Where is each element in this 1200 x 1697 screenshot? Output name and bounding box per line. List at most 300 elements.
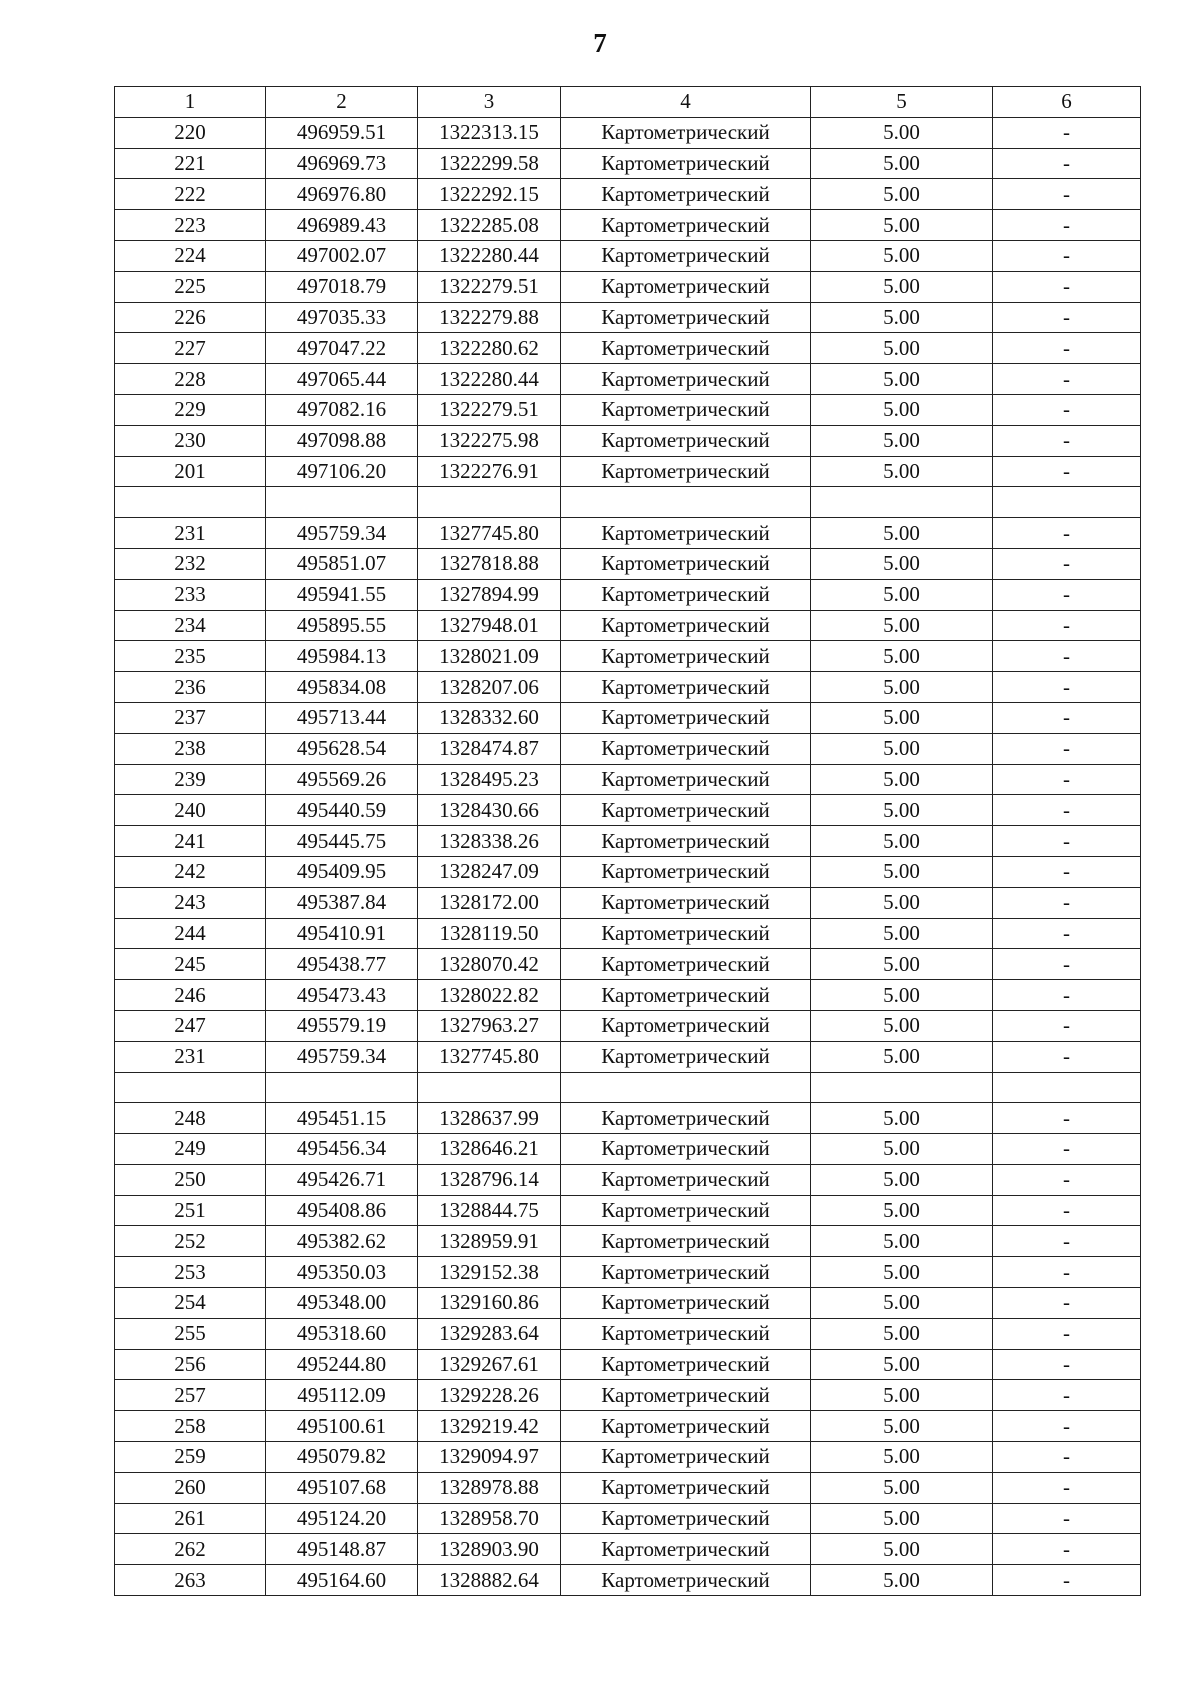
description-cell — [993, 487, 1141, 518]
method-cell: Картометрический — [561, 856, 811, 887]
point-number-cell: 235 — [115, 641, 266, 672]
y-coordinate-cell: 1328022.82 — [418, 980, 561, 1011]
point-number-cell: 252 — [115, 1226, 266, 1257]
table-row — [115, 980, 1141, 1011]
table-row — [115, 271, 1141, 302]
table-row — [115, 364, 1141, 395]
table-row — [115, 1134, 1141, 1165]
description-cell: - — [993, 918, 1141, 949]
accuracy-cell: 5.00 — [811, 764, 993, 795]
table-row — [115, 1072, 1141, 1103]
accuracy-cell: 5.00 — [811, 240, 993, 271]
table-row — [115, 1010, 1141, 1041]
method-cell: Картометрический — [561, 887, 811, 918]
description-cell: - — [993, 1442, 1141, 1473]
point-number-cell: 263 — [115, 1565, 266, 1596]
table-row — [115, 641, 1141, 672]
y-coordinate-cell: 1328958.70 — [418, 1503, 561, 1534]
method-cell: Картометрический — [561, 702, 811, 733]
method-cell: Картометрический — [561, 117, 811, 148]
description-cell: - — [993, 579, 1141, 610]
description-cell: - — [993, 1103, 1141, 1134]
description-cell: - — [993, 148, 1141, 179]
accuracy-cell: 5.00 — [811, 271, 993, 302]
description-cell: - — [993, 518, 1141, 549]
x-coordinate-cell: 495426.71 — [266, 1164, 418, 1195]
column-header-3: 3 — [418, 87, 561, 118]
method-cell: Картометрический — [561, 1472, 811, 1503]
table-row — [115, 148, 1141, 179]
y-coordinate-cell: 1322279.51 — [418, 394, 561, 425]
method-cell: Картометрический — [561, 1257, 811, 1288]
accuracy-cell: 5.00 — [811, 333, 993, 364]
description-cell: - — [993, 240, 1141, 271]
point-number-cell: 201 — [115, 456, 266, 487]
y-coordinate-cell: 1322292.15 — [418, 179, 561, 210]
y-coordinate-cell: 1328207.06 — [418, 672, 561, 703]
description-cell: - — [993, 1195, 1141, 1226]
point-number-cell: 251 — [115, 1195, 266, 1226]
description-cell: - — [993, 764, 1141, 795]
accuracy-cell: 5.00 — [811, 610, 993, 641]
point-number-cell: 243 — [115, 887, 266, 918]
point-number-cell: 232 — [115, 548, 266, 579]
y-coordinate-cell: 1328844.75 — [418, 1195, 561, 1226]
table-row — [115, 918, 1141, 949]
x-coordinate-cell: 495628.54 — [266, 733, 418, 764]
method-cell: Картометрический — [561, 1103, 811, 1134]
description-cell: - — [993, 733, 1141, 764]
method-cell: Картометрический — [561, 610, 811, 641]
method-cell: Картометрический — [561, 826, 811, 857]
accuracy-cell: 5.00 — [811, 918, 993, 949]
point-number-cell: 237 — [115, 702, 266, 733]
column-header-2: 2 — [266, 87, 418, 118]
method-cell: Картометрический — [561, 518, 811, 549]
table-header-row — [115, 87, 1141, 118]
point-number-cell: 229 — [115, 394, 266, 425]
y-coordinate-cell: 1328021.09 — [418, 641, 561, 672]
description-cell: - — [993, 271, 1141, 302]
x-coordinate-cell: 495408.86 — [266, 1195, 418, 1226]
method-cell: Картометрический — [561, 240, 811, 271]
point-number-cell: 248 — [115, 1103, 266, 1134]
description-cell: - — [993, 333, 1141, 364]
x-coordinate-cell: 497035.33 — [266, 302, 418, 333]
column-header-4: 4 — [561, 87, 811, 118]
y-coordinate-cell: 1328070.42 — [418, 949, 561, 980]
x-coordinate-cell: 495112.09 — [266, 1380, 418, 1411]
table-row — [115, 795, 1141, 826]
description-cell: - — [993, 1565, 1141, 1596]
y-coordinate-cell: 1327948.01 — [418, 610, 561, 641]
point-number-cell: 245 — [115, 949, 266, 980]
description-cell: - — [993, 1472, 1141, 1503]
y-coordinate-cell: 1329094.97 — [418, 1442, 561, 1473]
table-row — [115, 733, 1141, 764]
point-number-cell: 220 — [115, 117, 266, 148]
accuracy-cell: 5.00 — [811, 856, 993, 887]
accuracy-cell: 5.00 — [811, 1288, 993, 1319]
description-cell: - — [993, 394, 1141, 425]
method-cell: Картометрический — [561, 1318, 811, 1349]
method-cell: Картометрический — [561, 980, 811, 1011]
point-number-cell: 260 — [115, 1472, 266, 1503]
method-cell: Картометрический — [561, 579, 811, 610]
table-row — [115, 456, 1141, 487]
description-cell: - — [993, 210, 1141, 241]
table-row — [115, 117, 1141, 148]
accuracy-cell: 5.00 — [811, 210, 993, 241]
point-number-cell: 249 — [115, 1134, 266, 1165]
description-cell: - — [993, 1503, 1141, 1534]
point-number-cell: 242 — [115, 856, 266, 887]
point-number-cell: 236 — [115, 672, 266, 703]
method-cell: Картометрический — [561, 179, 811, 210]
table-row — [115, 1318, 1141, 1349]
table-row — [115, 702, 1141, 733]
method-cell: Картометрический — [561, 733, 811, 764]
accuracy-cell: 5.00 — [811, 1472, 993, 1503]
accuracy-cell: 5.00 — [811, 702, 993, 733]
x-coordinate-cell: 496969.73 — [266, 148, 418, 179]
x-coordinate-cell: 495941.55 — [266, 579, 418, 610]
method-cell: Картометрический — [561, 456, 811, 487]
y-coordinate-cell: 1329160.86 — [418, 1288, 561, 1319]
table-row — [115, 1257, 1141, 1288]
method-cell: Картометрический — [561, 148, 811, 179]
x-coordinate-cell: 496976.80 — [266, 179, 418, 210]
accuracy-cell: 5.00 — [811, 1134, 993, 1165]
x-coordinate-cell: 495851.07 — [266, 548, 418, 579]
table-row — [115, 1226, 1141, 1257]
description-cell: - — [993, 672, 1141, 703]
description-cell: - — [993, 456, 1141, 487]
point-number-cell: 247 — [115, 1010, 266, 1041]
x-coordinate-cell: 497106.20 — [266, 456, 418, 487]
x-coordinate-cell: 495834.08 — [266, 672, 418, 703]
y-coordinate-cell: 1322276.91 — [418, 456, 561, 487]
point-number-cell: 228 — [115, 364, 266, 395]
point-number-cell: 234 — [115, 610, 266, 641]
table-row — [115, 548, 1141, 579]
point-number-cell: 256 — [115, 1349, 266, 1380]
accuracy-cell: 5.00 — [811, 548, 993, 579]
table-row — [115, 179, 1141, 210]
y-coordinate-cell: 1322279.51 — [418, 271, 561, 302]
point-number-cell — [115, 487, 266, 518]
y-coordinate-cell: 1322280.62 — [418, 333, 561, 364]
y-coordinate-cell: 1329283.64 — [418, 1318, 561, 1349]
description-cell: - — [993, 702, 1141, 733]
method-cell: Картометрический — [561, 1226, 811, 1257]
method-cell: Картометрический — [561, 672, 811, 703]
table-row — [115, 826, 1141, 857]
method-cell: Картометрический — [561, 1380, 811, 1411]
y-coordinate-cell: 1328247.09 — [418, 856, 561, 887]
table-row — [115, 1164, 1141, 1195]
description-cell: - — [993, 548, 1141, 579]
x-coordinate-cell: 495451.15 — [266, 1103, 418, 1134]
x-coordinate-cell: 497082.16 — [266, 394, 418, 425]
y-coordinate-cell: 1322280.44 — [418, 364, 561, 395]
table-row — [115, 764, 1141, 795]
method-cell: Картометрический — [561, 210, 811, 241]
accuracy-cell: 5.00 — [811, 179, 993, 210]
method-cell: Картометрический — [561, 302, 811, 333]
x-coordinate-cell: 497002.07 — [266, 240, 418, 271]
x-coordinate-cell: 495244.80 — [266, 1349, 418, 1380]
point-number-cell — [115, 1072, 266, 1103]
accuracy-cell: 5.00 — [811, 1164, 993, 1195]
point-number-cell: 224 — [115, 240, 266, 271]
description-cell: - — [993, 179, 1141, 210]
accuracy-cell: 5.00 — [811, 1349, 993, 1380]
x-coordinate-cell: 495569.26 — [266, 764, 418, 795]
point-number-cell: 222 — [115, 179, 266, 210]
y-coordinate-cell: 1328978.88 — [418, 1472, 561, 1503]
point-number-cell: 221 — [115, 148, 266, 179]
method-cell: Картометрический — [561, 1041, 811, 1072]
y-coordinate-cell: 1322275.98 — [418, 425, 561, 456]
table-row — [115, 302, 1141, 333]
description-cell: - — [993, 1349, 1141, 1380]
accuracy-cell: 5.00 — [811, 1257, 993, 1288]
accuracy-cell: 5.00 — [811, 826, 993, 857]
column-header-1: 1 — [115, 87, 266, 118]
accuracy-cell: 5.00 — [811, 1503, 993, 1534]
method-cell: Картометрический — [561, 949, 811, 980]
point-number-cell: 223 — [115, 210, 266, 241]
point-number-cell: 226 — [115, 302, 266, 333]
x-coordinate-cell: 495410.91 — [266, 918, 418, 949]
x-coordinate-cell — [266, 487, 418, 518]
x-coordinate-cell: 497065.44 — [266, 364, 418, 395]
method-cell: Картометрический — [561, 425, 811, 456]
x-coordinate-cell: 495759.34 — [266, 1041, 418, 1072]
y-coordinate-cell: 1328338.26 — [418, 826, 561, 857]
accuracy-cell: 5.00 — [811, 1226, 993, 1257]
point-number-cell: 227 — [115, 333, 266, 364]
y-coordinate-cell: 1328959.91 — [418, 1226, 561, 1257]
y-coordinate-cell — [418, 1072, 561, 1103]
table-row — [115, 1103, 1141, 1134]
description-cell: - — [993, 1318, 1141, 1349]
x-coordinate-cell: 496959.51 — [266, 117, 418, 148]
method-cell: Картометрический — [561, 1134, 811, 1165]
y-coordinate-cell: 1327894.99 — [418, 579, 561, 610]
y-coordinate-cell: 1328172.00 — [418, 887, 561, 918]
x-coordinate-cell: 495382.62 — [266, 1226, 418, 1257]
y-coordinate-cell: 1328637.99 — [418, 1103, 561, 1134]
x-coordinate-cell: 495579.19 — [266, 1010, 418, 1041]
table-row — [115, 1411, 1141, 1442]
y-coordinate-cell: 1322279.88 — [418, 302, 561, 333]
accuracy-cell: 5.00 — [811, 795, 993, 826]
table-row — [115, 1534, 1141, 1565]
table-row — [115, 487, 1141, 518]
x-coordinate-cell: 495445.75 — [266, 826, 418, 857]
y-coordinate-cell: 1322299.58 — [418, 148, 561, 179]
description-cell: - — [993, 425, 1141, 456]
description-cell: - — [993, 1380, 1141, 1411]
table-row — [115, 1041, 1141, 1072]
description-cell: - — [993, 117, 1141, 148]
table-row — [115, 394, 1141, 425]
accuracy-cell — [811, 1072, 993, 1103]
accuracy-cell: 5.00 — [811, 456, 993, 487]
x-coordinate-cell: 497098.88 — [266, 425, 418, 456]
point-number-cell: 255 — [115, 1318, 266, 1349]
accuracy-cell: 5.00 — [811, 579, 993, 610]
table-row — [115, 1503, 1141, 1534]
accuracy-cell: 5.00 — [811, 148, 993, 179]
accuracy-cell: 5.00 — [811, 394, 993, 425]
y-coordinate-cell: 1328495.23 — [418, 764, 561, 795]
coordinates-table — [114, 86, 1141, 1596]
y-coordinate-cell: 1328796.14 — [418, 1164, 561, 1195]
y-coordinate-cell: 1328332.60 — [418, 702, 561, 733]
accuracy-cell: 5.00 — [811, 887, 993, 918]
x-coordinate-cell: 496989.43 — [266, 210, 418, 241]
y-coordinate-cell: 1327963.27 — [418, 1010, 561, 1041]
method-cell — [561, 1072, 811, 1103]
description-cell: - — [993, 1226, 1141, 1257]
point-number-cell: 261 — [115, 1503, 266, 1534]
description-cell: - — [993, 364, 1141, 395]
point-number-cell: 231 — [115, 518, 266, 549]
y-coordinate-cell: 1329267.61 — [418, 1349, 561, 1380]
table-row — [115, 1195, 1141, 1226]
description-cell: - — [993, 887, 1141, 918]
accuracy-cell: 5.00 — [811, 364, 993, 395]
table-row — [115, 672, 1141, 703]
x-coordinate-cell: 495107.68 — [266, 1472, 418, 1503]
point-number-cell: 225 — [115, 271, 266, 302]
method-cell: Картометрический — [561, 394, 811, 425]
point-number-cell: 253 — [115, 1257, 266, 1288]
accuracy-cell: 5.00 — [811, 1380, 993, 1411]
x-coordinate-cell: 497018.79 — [266, 271, 418, 302]
table-row — [115, 856, 1141, 887]
x-coordinate-cell: 495984.13 — [266, 641, 418, 672]
point-number-cell: 246 — [115, 980, 266, 1011]
method-cell: Картометрический — [561, 795, 811, 826]
x-coordinate-cell: 495713.44 — [266, 702, 418, 733]
accuracy-cell: 5.00 — [811, 1195, 993, 1226]
point-number-cell: 241 — [115, 826, 266, 857]
accuracy-cell: 5.00 — [811, 949, 993, 980]
y-coordinate-cell: 1327745.80 — [418, 518, 561, 549]
table-row — [115, 1349, 1141, 1380]
description-cell: - — [993, 302, 1141, 333]
description-cell — [993, 1072, 1141, 1103]
point-number-cell: 238 — [115, 733, 266, 764]
y-coordinate-cell: 1327745.80 — [418, 1041, 561, 1072]
column-header-6: 6 — [993, 87, 1141, 118]
description-cell: - — [993, 949, 1141, 980]
y-coordinate-cell: 1322280.44 — [418, 240, 561, 271]
point-number-cell: 250 — [115, 1164, 266, 1195]
y-coordinate-cell — [418, 487, 561, 518]
y-coordinate-cell: 1327818.88 — [418, 548, 561, 579]
x-coordinate-cell: 495895.55 — [266, 610, 418, 641]
y-coordinate-cell: 1322285.08 — [418, 210, 561, 241]
accuracy-cell: 5.00 — [811, 425, 993, 456]
accuracy-cell: 5.00 — [811, 733, 993, 764]
point-number-cell: 244 — [115, 918, 266, 949]
x-coordinate-cell: 495456.34 — [266, 1134, 418, 1165]
point-number-cell: 262 — [115, 1534, 266, 1565]
x-coordinate-cell: 495409.95 — [266, 856, 418, 887]
table-row — [115, 1565, 1141, 1596]
accuracy-cell — [811, 487, 993, 518]
point-number-cell: 254 — [115, 1288, 266, 1319]
method-cell: Картометрический — [561, 1534, 811, 1565]
method-cell: Картометрический — [561, 641, 811, 672]
x-coordinate-cell: 495387.84 — [266, 887, 418, 918]
accuracy-cell: 5.00 — [811, 1318, 993, 1349]
accuracy-cell: 5.00 — [811, 672, 993, 703]
page-number: 7 — [593, 28, 607, 58]
y-coordinate-cell: 1329228.26 — [418, 1380, 561, 1411]
table-row — [115, 518, 1141, 549]
x-coordinate-cell: 495079.82 — [266, 1442, 418, 1473]
point-number-cell: 231 — [115, 1041, 266, 1072]
point-number-cell: 257 — [115, 1380, 266, 1411]
accuracy-cell: 5.00 — [811, 1103, 993, 1134]
description-cell: - — [993, 795, 1141, 826]
y-coordinate-cell: 1328430.66 — [418, 795, 561, 826]
method-cell: Картометрический — [561, 1503, 811, 1534]
x-coordinate-cell: 495350.03 — [266, 1257, 418, 1288]
accuracy-cell: 5.00 — [811, 980, 993, 1011]
point-number-cell: 259 — [115, 1442, 266, 1473]
description-cell: - — [993, 856, 1141, 887]
table-row — [115, 1472, 1141, 1503]
table-row — [115, 425, 1141, 456]
accuracy-cell: 5.00 — [811, 1411, 993, 1442]
method-cell: Картометрический — [561, 764, 811, 795]
table-row — [115, 240, 1141, 271]
x-coordinate-cell: 495348.00 — [266, 1288, 418, 1319]
table-row — [115, 333, 1141, 364]
table-row — [115, 1380, 1141, 1411]
y-coordinate-cell: 1328474.87 — [418, 733, 561, 764]
x-coordinate-cell: 495473.43 — [266, 980, 418, 1011]
accuracy-cell: 5.00 — [811, 302, 993, 333]
y-coordinate-cell: 1328119.50 — [418, 918, 561, 949]
method-cell: Картометрический — [561, 1565, 811, 1596]
y-coordinate-cell: 1329152.38 — [418, 1257, 561, 1288]
table-row — [115, 1442, 1141, 1473]
y-coordinate-cell: 1322313.15 — [418, 117, 561, 148]
table-row — [115, 1288, 1141, 1319]
x-coordinate-cell: 495440.59 — [266, 795, 418, 826]
accuracy-cell: 5.00 — [811, 117, 993, 148]
x-coordinate-cell: 495759.34 — [266, 518, 418, 549]
description-cell: - — [993, 610, 1141, 641]
accuracy-cell: 5.00 — [811, 1010, 993, 1041]
column-header-5: 5 — [811, 87, 993, 118]
method-cell: Картометрический — [561, 271, 811, 302]
x-coordinate-cell — [266, 1072, 418, 1103]
x-coordinate-cell: 495318.60 — [266, 1318, 418, 1349]
table-row — [115, 610, 1141, 641]
point-number-cell: 258 — [115, 1411, 266, 1442]
y-coordinate-cell: 1328882.64 — [418, 1565, 561, 1596]
method-cell: Картометрический — [561, 1411, 811, 1442]
